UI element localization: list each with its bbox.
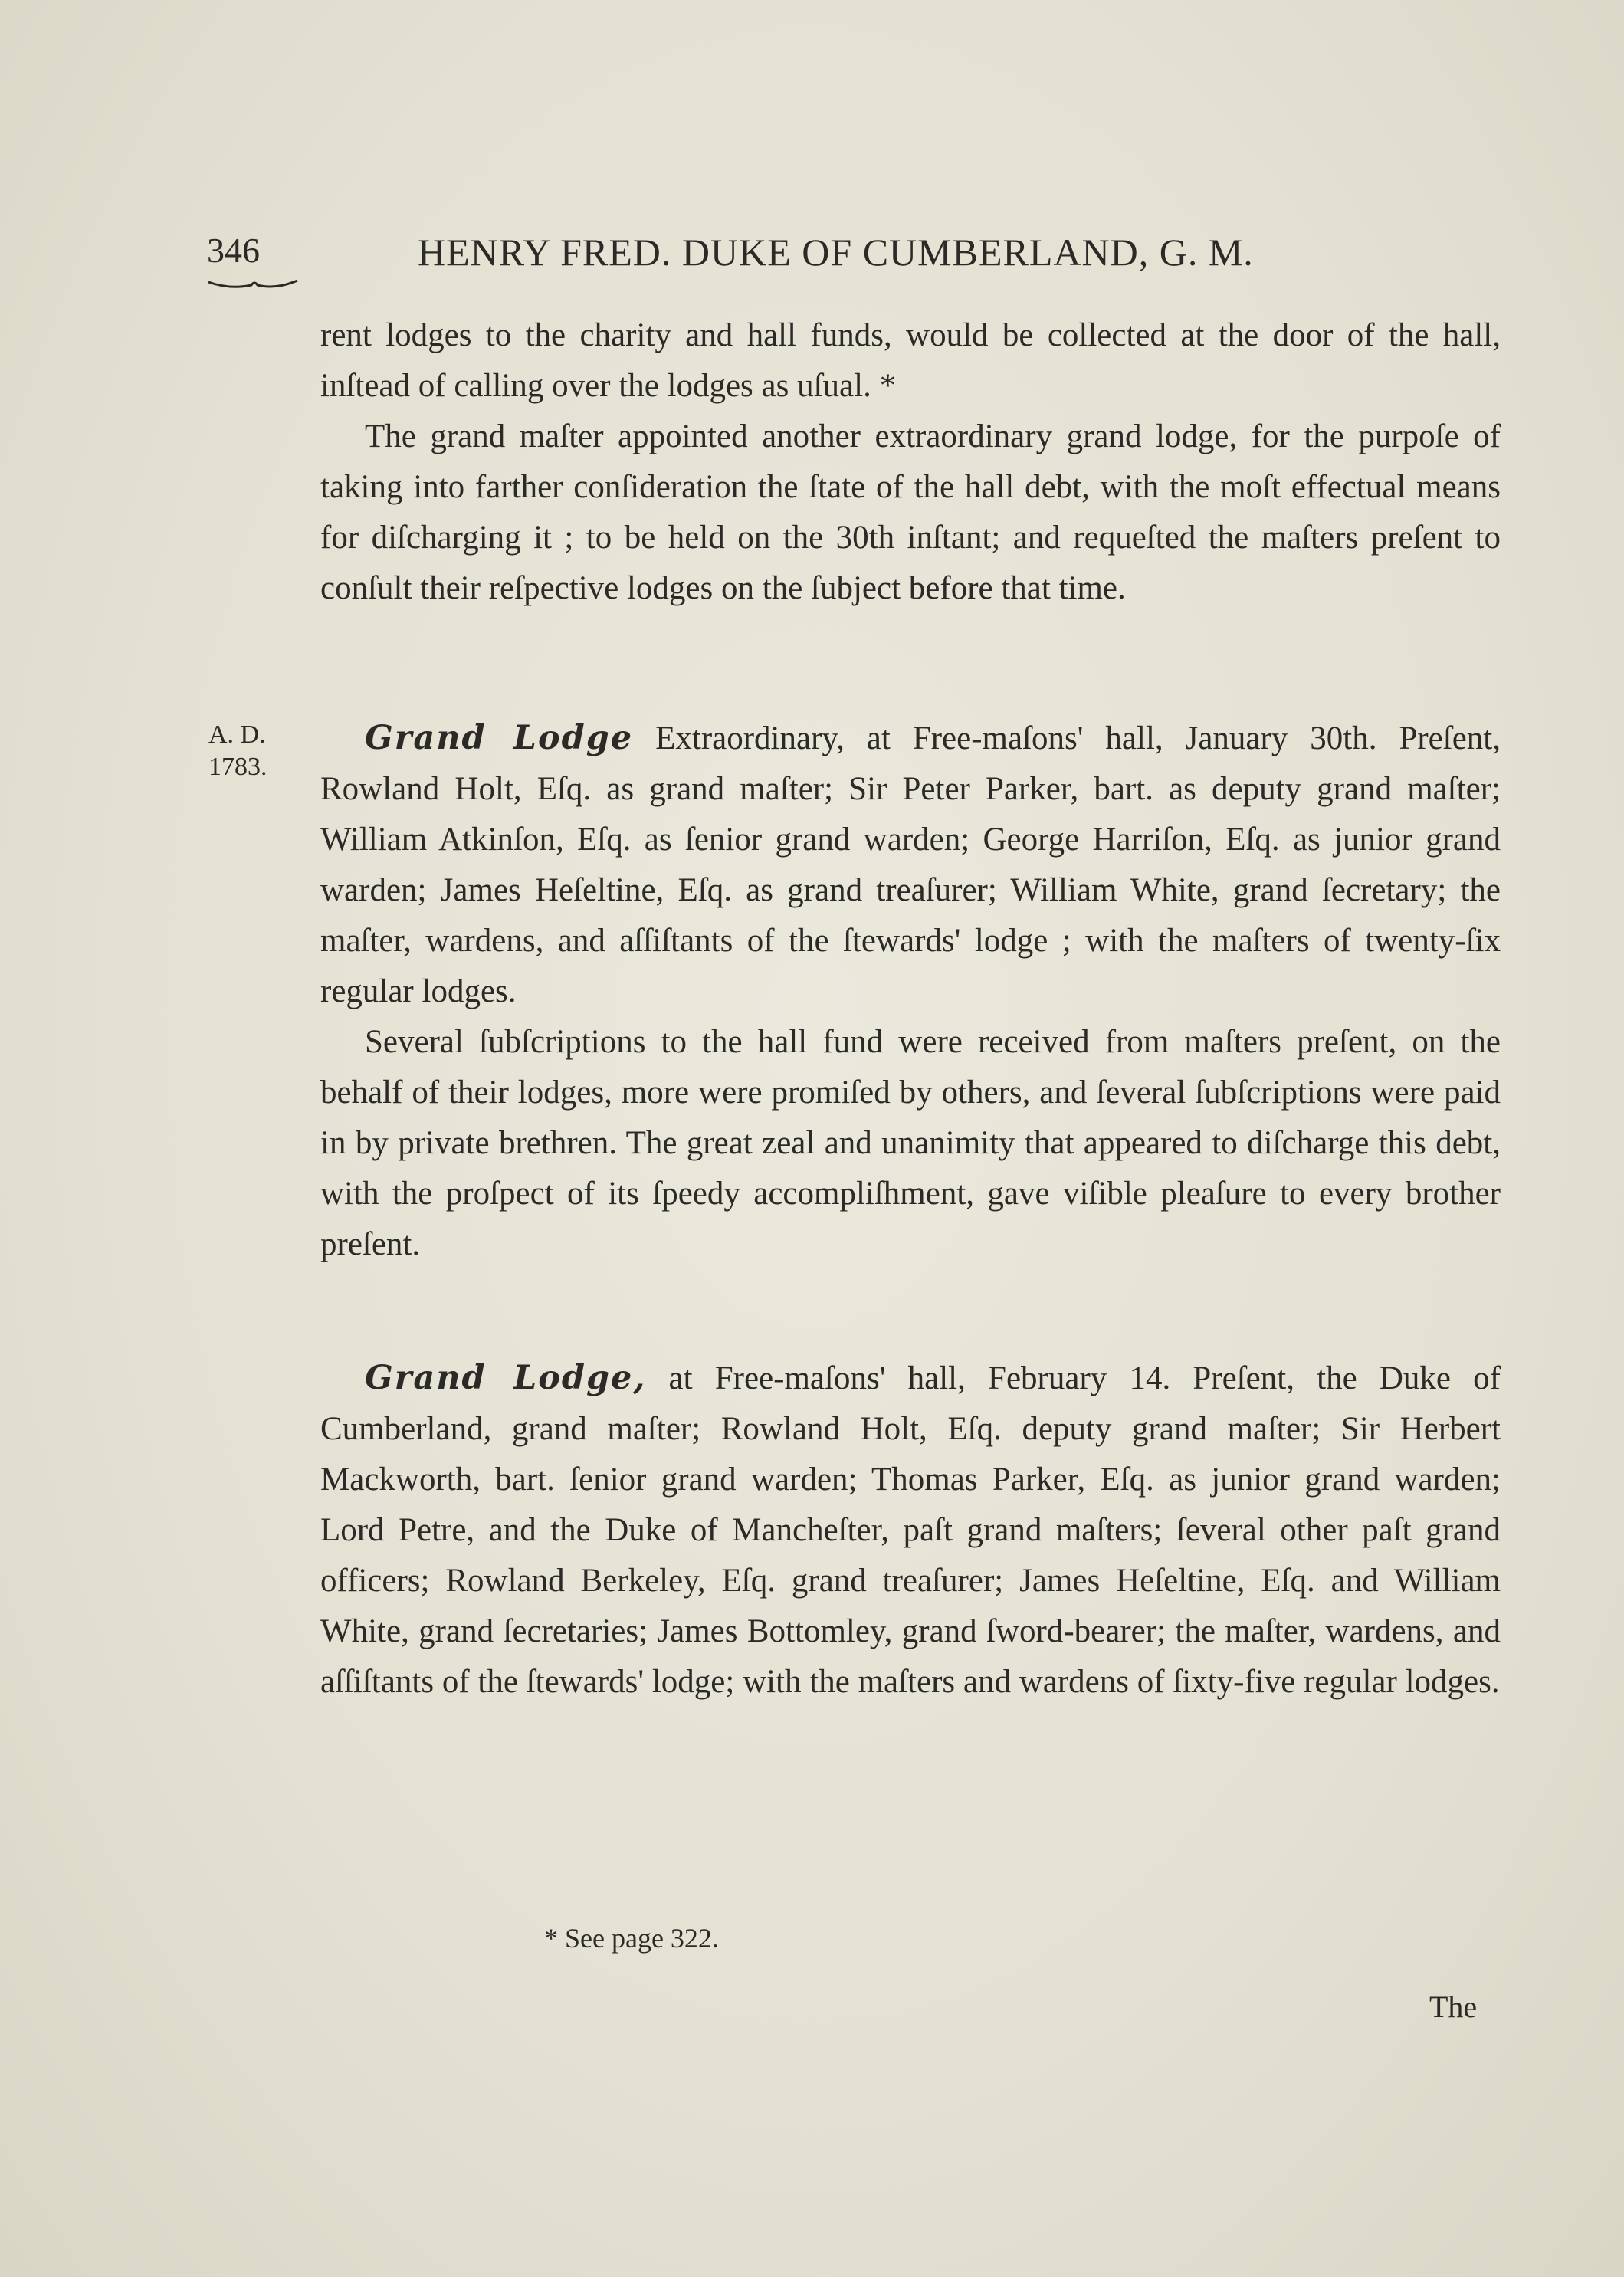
blackletter-heading: Grand Lodge, [365,1359,647,1397]
footnote: * See page 322. [544,1923,719,1954]
margin-note-line1: A. D. [208,720,266,749]
flourish-ornament [207,277,299,293]
text-block-2 [320,713,1501,1270]
blackletter-heading: Grand Lodge [365,719,634,757]
running-title: HENRY FRED. DUKE OF CUMBERLAND, G. M. [418,231,1254,274]
margin-note-line2: 1783. [208,753,267,781]
margin-date-note [208,719,300,783]
paragraph-grand-master-appointed: The grand maſter appointed another extraordinary grand lodge, for the purpoſe of taking into farther conſideration the ſtate of the hall debt, with the moſt effectual means for diſcharging it ; to be held on the 30th inſtant; and requeſted the maſters preſent to conſult their reſpective lodges on the ſubject before that time. [320,418,1501,606]
page-number: 346 [207,231,260,270]
page-header [207,230,1395,291]
paragraph-text: Extraordinary, at Free-maſons' hall, January 30th. Preſent, Rowland Holt, Eſq. as grand maſter; Sir Peter Parker, bart. as deputy grand maſter; William Atkinſon, Eſq. as ſenior grand warden; George Harriſon, Eſq. as junior grand warden; James Heſeltine, Eſq. as grand treaſurer; William White, grand ſecretary; the maſter, wardens, and aſſiſtants of the ſtewards' lodge ; with the maſters of twenty-ſix regular lodges. [320,720,1501,1009]
text-block-3 [320,1353,1501,1708]
catchword: The [1429,1990,1478,2024]
paragraph-text: at Free-maſons' hall, February 14. Preſent, the Duke of Cumberland, grand maſter; Rowland Holt, Eſq. deputy grand maſter; Sir Herbert Mackworth, bart. ſenior grand warden; Thomas Parker, Eſq. as junior grand warden; Lord Petre, and the Duke of Mancheſter, paſt grand maſters; ſeveral other paſt grand officers; Rowland Berkeley, Eſq. grand treaſurer; James Heſeltine, Eſq. and William White, grand ſecretaries; James Bottomley, grand ſword-bearer; the maſter, wardens, and aſſiſtants of the ſtewards' lodge; with the maſters and wardens of ſixty-five regular lodges. [320,1360,1501,1700]
paragraph-subscriptions: Several ſubſcriptions to the hall fund were received from maſters preſent, on the behalf of their lodges, more were promiſed by others, and ſeveral ſubſcriptions were paid in by private brethren. The great zeal and unanimity that appeared to diſcharge this debt, with the proſpect of its ſpeedy accompliſhment, gave viſible pleaſure to every brother preſent. [320,1024,1501,1262]
paragraph-extraordinary-lodge [320,713,1501,1017]
paragraph-continued: rent lodges to the charity and hall funds, would be collected at the door of the hall, inſtead of calling over the lodges as uſual. * [320,317,1501,404]
text-block-1 [320,310,1501,614]
paragraph-february-lodge [320,1353,1501,1708]
